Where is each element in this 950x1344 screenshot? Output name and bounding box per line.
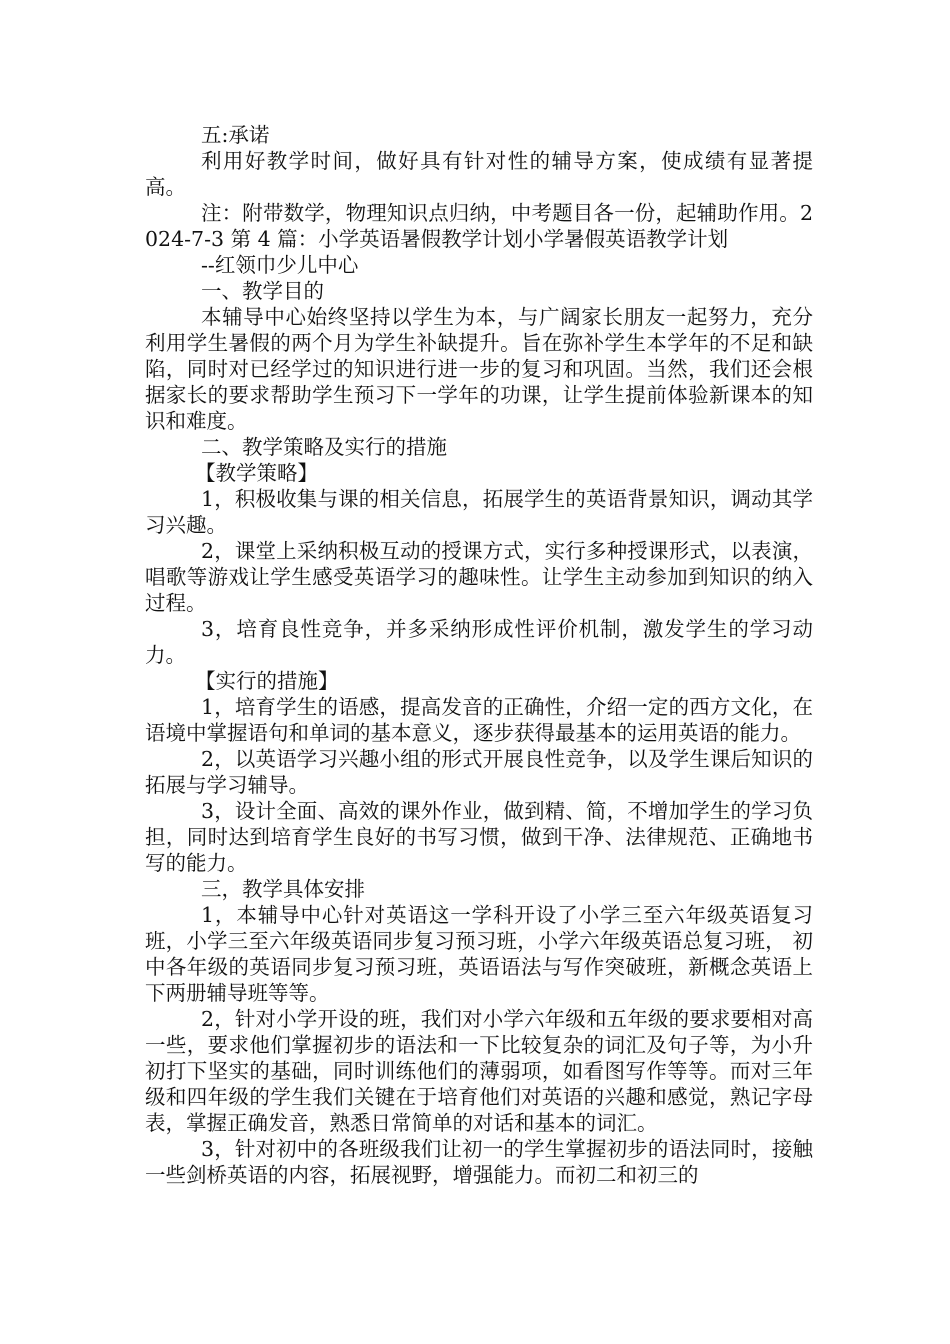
list-item: 2，针对小学开设的班，我们对小学六年级和五年级的要求要相对高一些，要求他们掌握初步的语法和一下比较复杂的词汇及句子等，为小升初打下坚实的基础，同时训练他们的薄弱项，如看图写作等等。而对三年级和四年级的学生我们关键在于培育他们对英语的兴趣和感觉，熟记字母表，掌握正确发音，熟悉日常简单的对话和基本的词汇。 (145, 1007, 813, 1135)
byline: --红领巾少儿中心 (201, 253, 359, 277)
paragraph: 利用好教学时间，做好具有针对性的辅导方案，使成绩有显著提高。 (145, 149, 813, 199)
subsection-heading: 【教学策略】 (195, 461, 318, 485)
list-item: 3，培育良性竞争，并多采纳形成性评价机制，激发学生的学习动力。 (145, 617, 813, 667)
subsection-heading: 【实行的措施】 (195, 669, 339, 693)
list-item: 1，本辅导中心针对英语这一学科开设了小学三至六年级英语复习班，小学三至六年级英语同步复习预习班，小学六年级英语总复习班， 初中各年级的英语同步复习预习班，英语语法与写作突破班，新概念英语上下两册辅导班等等。 (145, 903, 813, 1005)
document-page (145, 122, 813, 1188)
paragraph: 注：附带数学，物理知识点归纳，中考题目各一份，起辅助作用。2024-7-3 第 4 篇：小学英语暑假教学计划小学暑假英语教学计划 (145, 201, 813, 251)
section-heading: 二、教学策略及实行的措施 (201, 435, 447, 459)
list-item: 3，针对初中的各班级我们让初一的学生掌握初步的语法同时，接触一些剑桥英语的内容，拓展视野，增强能力。而初二和初三的 (145, 1137, 813, 1187)
list-item: 2，课堂上采纳积极互动的授课方式，实行多种授课形式，以表演，唱歌等游戏让学生感受英语学习的趣味性。让学生主动参加到知识的纳入过程。 (145, 539, 813, 615)
list-item: 1，积极收集与课的相关信息，拓展学生的英语背景知识，调动其学习兴趣。 (145, 487, 813, 537)
list-item: 1，培育学生的语感，提高发音的正确性，介绍一定的西方文化，在语境中掌握语句和单词的基本意义，逐步获得最基本的运用英语的能力。 (145, 695, 813, 745)
list-item: 3，设计全面、高效的课外作业，做到精、简，不增加学生的学习负担，同时达到培育学生良好的书写习惯，做到干净、法律规范、正确地书写的能力。 (145, 799, 813, 875)
section-heading: 一、教学目的 (201, 279, 324, 303)
paragraph: 本辅导中心始终坚持以学生为本，与广阔家长朋友一起努力，充分利用学生暑假的两个月为学生补缺提升。旨在弥补学生本学年的不足和缺陷，同时对已经学过的知识进行进一步的复习和巩固。当然，我们还会根据家长的要求帮助学生预习下一学年的功课，让学生提前体验新课本的知识和难度。 (145, 305, 813, 433)
list-item: 2，以英语学习兴趣小组的形式开展良性竞争，以及学生课后知识的拓展与学习辅导。 (145, 747, 813, 797)
section-heading: 五:承诺 (201, 123, 270, 147)
section-heading: 三，教学具体安排 (201, 877, 365, 901)
